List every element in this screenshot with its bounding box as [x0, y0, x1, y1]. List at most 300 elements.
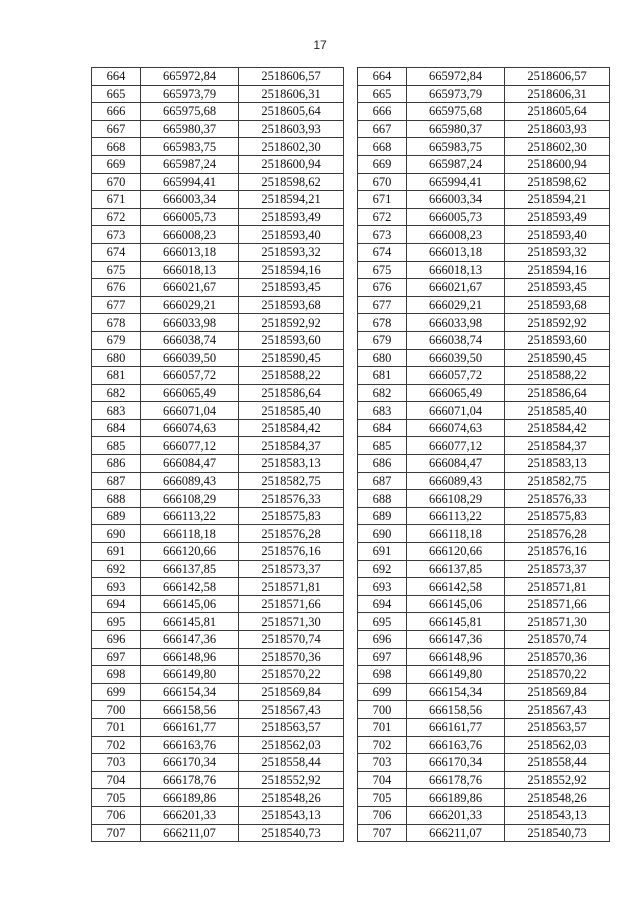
point-number-cell: 693: [358, 578, 407, 596]
table-row: [92, 543, 344, 561]
y-coordinate-cell: 2518586,64: [239, 384, 344, 402]
point-number-cell: 707: [92, 824, 141, 842]
x-coordinate-cell: 666029,21: [141, 296, 239, 314]
x-coordinate-cell: 666201,33: [407, 806, 505, 824]
y-coordinate-cell: 2518570,74: [505, 631, 610, 649]
y-coordinate-cell: 2518603,93: [239, 120, 344, 138]
coordinates-table-right: [357, 67, 610, 842]
table-row: [358, 138, 610, 156]
y-coordinate-cell: 2518593,60: [239, 331, 344, 349]
y-coordinate-cell: 2518543,13: [239, 806, 344, 824]
point-number-cell: 691: [92, 543, 141, 561]
y-coordinate-cell: 2518606,57: [505, 68, 610, 86]
y-coordinate-cell: 2518594,21: [505, 191, 610, 209]
x-coordinate-cell: 666013,18: [407, 243, 505, 261]
y-coordinate-cell: 2518558,44: [239, 754, 344, 772]
y-coordinate-cell: 2518543,13: [505, 806, 610, 824]
table-row: [358, 314, 610, 332]
y-coordinate-cell: 2518576,33: [239, 490, 344, 508]
x-coordinate-cell: 665972,84: [407, 68, 505, 86]
x-coordinate-cell: 666147,36: [141, 631, 239, 649]
point-number-cell: 689: [358, 507, 407, 525]
point-number-cell: 686: [358, 455, 407, 473]
x-coordinate-cell: 665994,41: [407, 173, 505, 191]
table-row: [358, 402, 610, 420]
table-row: [92, 226, 344, 244]
table-row: [358, 191, 610, 209]
table-row: [92, 701, 344, 719]
point-number-cell: 700: [358, 701, 407, 719]
y-coordinate-cell: 2518606,57: [239, 68, 344, 86]
table-row: [358, 789, 610, 807]
x-coordinate-cell: 666178,76: [141, 771, 239, 789]
table-row: [92, 507, 344, 525]
point-number-cell: 706: [92, 806, 141, 824]
y-coordinate-cell: 2518573,37: [505, 560, 610, 578]
point-number-cell: 697: [92, 648, 141, 666]
y-coordinate-cell: 2518540,73: [505, 824, 610, 842]
x-coordinate-cell: 666158,56: [407, 701, 505, 719]
y-coordinate-cell: 2518605,64: [239, 103, 344, 121]
table-row: [92, 120, 344, 138]
point-number-cell: 698: [92, 666, 141, 684]
table-row: [358, 525, 610, 543]
y-coordinate-cell: 2518605,64: [505, 103, 610, 121]
x-coordinate-cell: 666029,21: [407, 296, 505, 314]
page-number: 17: [313, 38, 327, 52]
x-coordinate-cell: 666005,73: [407, 208, 505, 226]
table-row: [92, 68, 344, 86]
table-row: [92, 243, 344, 261]
x-coordinate-cell: 666154,34: [407, 683, 505, 701]
table-row: [358, 349, 610, 367]
y-coordinate-cell: 2518593,45: [505, 279, 610, 297]
x-coordinate-cell: 666057,72: [141, 367, 239, 385]
table-row: [92, 455, 344, 473]
y-coordinate-cell: 2518570,22: [505, 666, 610, 684]
x-coordinate-cell: 666145,81: [407, 613, 505, 631]
table-row: [92, 666, 344, 684]
point-number-cell: 687: [358, 472, 407, 490]
point-number-cell: 694: [92, 595, 141, 613]
point-number-cell: 680: [358, 349, 407, 367]
x-coordinate-cell: 666003,34: [141, 191, 239, 209]
point-number-cell: 666: [358, 103, 407, 121]
table-row: [92, 736, 344, 754]
point-number-cell: 695: [358, 613, 407, 631]
y-coordinate-cell: 2518606,31: [239, 85, 344, 103]
point-number-cell: 667: [358, 120, 407, 138]
point-number-cell: 705: [92, 789, 141, 807]
point-number-cell: 683: [92, 402, 141, 420]
x-coordinate-cell: 666118,18: [141, 525, 239, 543]
point-number-cell: 704: [92, 771, 141, 789]
y-coordinate-cell: 2518540,73: [239, 824, 344, 842]
x-coordinate-cell: 666170,34: [141, 754, 239, 772]
table-row: [358, 648, 610, 666]
table-row: [92, 824, 344, 842]
y-coordinate-cell: 2518600,94: [505, 155, 610, 173]
point-number-cell: 684: [92, 419, 141, 437]
x-coordinate-cell: 666145,06: [407, 595, 505, 613]
point-number-cell: 699: [92, 683, 141, 701]
point-number-cell: 671: [92, 191, 141, 209]
y-coordinate-cell: 2518570,36: [505, 648, 610, 666]
point-number-cell: 676: [358, 279, 407, 297]
y-coordinate-cell: 2518602,30: [505, 138, 610, 156]
y-coordinate-cell: 2518593,68: [239, 296, 344, 314]
x-coordinate-cell: 666161,77: [141, 718, 239, 736]
point-number-cell: 665: [92, 85, 141, 103]
y-coordinate-cell: 2518562,03: [239, 736, 344, 754]
y-coordinate-cell: 2518588,22: [505, 367, 610, 385]
x-coordinate-cell: 666065,49: [407, 384, 505, 402]
x-coordinate-cell: 666147,36: [407, 631, 505, 649]
x-coordinate-cell: 665975,68: [407, 103, 505, 121]
table-row: [92, 261, 344, 279]
table-row: [92, 367, 344, 385]
table-row: [358, 419, 610, 437]
point-number-cell: 687: [92, 472, 141, 490]
x-coordinate-cell: 666113,22: [141, 507, 239, 525]
y-coordinate-cell: 2518593,32: [239, 243, 344, 261]
point-number-cell: 692: [92, 560, 141, 578]
point-number-cell: 694: [358, 595, 407, 613]
table-row: [358, 736, 610, 754]
x-coordinate-cell: 666071,04: [141, 402, 239, 420]
y-coordinate-cell: 2518603,93: [505, 120, 610, 138]
y-coordinate-cell: 2518590,45: [505, 349, 610, 367]
x-coordinate-cell: 666005,73: [141, 208, 239, 226]
y-coordinate-cell: 2518593,49: [239, 208, 344, 226]
y-coordinate-cell: 2518571,81: [505, 578, 610, 596]
coordinates-table-left: [91, 67, 344, 842]
y-coordinate-cell: 2518548,26: [505, 789, 610, 807]
table-row: [358, 68, 610, 86]
y-coordinate-cell: 2518571,30: [239, 613, 344, 631]
point-number-cell: 692: [358, 560, 407, 578]
y-coordinate-cell: 2518575,83: [505, 507, 610, 525]
table-row: [358, 578, 610, 596]
y-coordinate-cell: 2518569,84: [505, 683, 610, 701]
point-number-cell: 702: [92, 736, 141, 754]
table-row: [92, 85, 344, 103]
x-coordinate-cell: 666148,96: [141, 648, 239, 666]
point-number-cell: 703: [92, 754, 141, 772]
table-row: [358, 243, 610, 261]
x-coordinate-cell: 666108,29: [407, 490, 505, 508]
point-number-cell: 668: [358, 138, 407, 156]
point-number-cell: 674: [92, 243, 141, 261]
point-number-cell: 676: [92, 279, 141, 297]
x-coordinate-cell: 666163,76: [407, 736, 505, 754]
point-number-cell: 682: [92, 384, 141, 402]
point-number-cell: 677: [358, 296, 407, 314]
point-number-cell: 684: [358, 419, 407, 437]
y-coordinate-cell: 2518570,36: [239, 648, 344, 666]
point-number-cell: 703: [358, 754, 407, 772]
table-row: [92, 191, 344, 209]
table-row: [92, 648, 344, 666]
y-coordinate-cell: 2518593,49: [505, 208, 610, 226]
table-row: [358, 683, 610, 701]
x-coordinate-cell: 666057,72: [407, 367, 505, 385]
point-number-cell: 696: [358, 631, 407, 649]
point-number-cell: 670: [358, 173, 407, 191]
table-row: [358, 666, 610, 684]
y-coordinate-cell: 2518585,40: [505, 402, 610, 420]
x-coordinate-cell: 666142,58: [141, 578, 239, 596]
y-coordinate-cell: 2518594,16: [505, 261, 610, 279]
x-coordinate-cell: 666137,85: [141, 560, 239, 578]
y-coordinate-cell: 2518576,16: [239, 543, 344, 561]
table-row: [358, 507, 610, 525]
y-coordinate-cell: 2518606,31: [505, 85, 610, 103]
x-coordinate-cell: 666071,04: [407, 402, 505, 420]
x-coordinate-cell: 665987,24: [407, 155, 505, 173]
y-coordinate-cell: 2518590,45: [239, 349, 344, 367]
point-number-cell: 695: [92, 613, 141, 631]
point-number-cell: 672: [92, 208, 141, 226]
point-number-cell: 682: [358, 384, 407, 402]
table-row: [358, 631, 610, 649]
y-coordinate-cell: 2518584,42: [239, 419, 344, 437]
table-row: [92, 138, 344, 156]
x-coordinate-cell: 666074,63: [141, 419, 239, 437]
x-coordinate-cell: 666065,49: [141, 384, 239, 402]
table-row: [358, 754, 610, 772]
x-coordinate-cell: 665980,37: [407, 120, 505, 138]
point-number-cell: 679: [358, 331, 407, 349]
y-coordinate-cell: 2518593,40: [239, 226, 344, 244]
point-number-cell: 664: [92, 68, 141, 86]
x-coordinate-cell: 666008,23: [407, 226, 505, 244]
point-number-cell: 698: [358, 666, 407, 684]
y-coordinate-cell: 2518571,66: [505, 595, 610, 613]
table-row: [92, 349, 344, 367]
table-row: [92, 208, 344, 226]
y-coordinate-cell: 2518573,37: [239, 560, 344, 578]
y-coordinate-cell: 2518598,62: [239, 173, 344, 191]
y-coordinate-cell: 2518575,83: [239, 507, 344, 525]
y-coordinate-cell: 2518593,68: [505, 296, 610, 314]
point-number-cell: 679: [92, 331, 141, 349]
y-coordinate-cell: 2518567,43: [505, 701, 610, 719]
table-row: [358, 226, 610, 244]
point-number-cell: 667: [92, 120, 141, 138]
table-row: [358, 613, 610, 631]
table-row: [92, 402, 344, 420]
table-row: [92, 789, 344, 807]
point-number-cell: 681: [92, 367, 141, 385]
y-coordinate-cell: 2518567,43: [239, 701, 344, 719]
table-row: [358, 560, 610, 578]
table-row: [358, 701, 610, 719]
table-row: [358, 103, 610, 121]
table-row: [92, 525, 344, 543]
y-coordinate-cell: 2518571,66: [239, 595, 344, 613]
table-row: [92, 754, 344, 772]
point-number-cell: 673: [358, 226, 407, 244]
x-coordinate-cell: 666039,50: [407, 349, 505, 367]
table-row: [92, 595, 344, 613]
point-number-cell: 669: [92, 155, 141, 173]
point-number-cell: 707: [358, 824, 407, 842]
table-row: [358, 824, 610, 842]
x-coordinate-cell: 666108,29: [141, 490, 239, 508]
x-coordinate-cell: 666074,63: [407, 419, 505, 437]
x-coordinate-cell: 666145,81: [141, 613, 239, 631]
table-row: [358, 490, 610, 508]
table-row: [92, 437, 344, 455]
x-coordinate-cell: 666077,12: [407, 437, 505, 455]
x-coordinate-cell: 666089,43: [141, 472, 239, 490]
x-coordinate-cell: 666163,76: [141, 736, 239, 754]
x-coordinate-cell: 666077,12: [141, 437, 239, 455]
table-row: [358, 331, 610, 349]
y-coordinate-cell: 2518584,37: [505, 437, 610, 455]
x-coordinate-cell: 666013,18: [141, 243, 239, 261]
point-number-cell: 686: [92, 455, 141, 473]
point-number-cell: 675: [92, 261, 141, 279]
table-row: [92, 718, 344, 736]
y-coordinate-cell: 2518571,30: [505, 613, 610, 631]
x-coordinate-cell: 666113,22: [407, 507, 505, 525]
x-coordinate-cell: 666211,07: [141, 824, 239, 842]
y-coordinate-cell: 2518576,28: [239, 525, 344, 543]
x-coordinate-cell: 666038,74: [141, 331, 239, 349]
point-number-cell: 674: [358, 243, 407, 261]
y-coordinate-cell: 2518562,03: [505, 736, 610, 754]
y-coordinate-cell: 2518592,92: [505, 314, 610, 332]
point-number-cell: 696: [92, 631, 141, 649]
x-coordinate-cell: 666118,18: [407, 525, 505, 543]
y-coordinate-cell: 2518593,45: [239, 279, 344, 297]
y-coordinate-cell: 2518594,21: [239, 191, 344, 209]
table-row: [92, 155, 344, 173]
x-coordinate-cell: 665973,79: [407, 85, 505, 103]
point-number-cell: 701: [92, 718, 141, 736]
table-row: [92, 103, 344, 121]
point-number-cell: 688: [92, 490, 141, 508]
point-number-cell: 673: [92, 226, 141, 244]
x-coordinate-cell: 665987,24: [141, 155, 239, 173]
table-row: [92, 806, 344, 824]
y-coordinate-cell: 2518586,64: [505, 384, 610, 402]
table-row: [358, 384, 610, 402]
table-row: [92, 490, 344, 508]
table-row: [358, 367, 610, 385]
y-coordinate-cell: 2518600,94: [239, 155, 344, 173]
y-coordinate-cell: 2518576,28: [505, 525, 610, 543]
y-coordinate-cell: 2518571,81: [239, 578, 344, 596]
y-coordinate-cell: 2518569,84: [239, 683, 344, 701]
x-coordinate-cell: 666120,66: [407, 543, 505, 561]
y-coordinate-cell: 2518576,16: [505, 543, 610, 561]
table-row: [358, 472, 610, 490]
y-coordinate-cell: 2518583,13: [239, 455, 344, 473]
point-number-cell: 669: [358, 155, 407, 173]
table-row: [92, 314, 344, 332]
x-coordinate-cell: 666008,23: [141, 226, 239, 244]
x-coordinate-cell: 665975,68: [141, 103, 239, 121]
point-number-cell: 672: [358, 208, 407, 226]
y-coordinate-cell: 2518592,92: [239, 314, 344, 332]
table-row: [92, 472, 344, 490]
table-row: [358, 85, 610, 103]
x-coordinate-cell: 666038,74: [407, 331, 505, 349]
x-coordinate-cell: 665973,79: [141, 85, 239, 103]
y-coordinate-cell: 2518582,75: [239, 472, 344, 490]
point-number-cell: 677: [92, 296, 141, 314]
table-row: [92, 279, 344, 297]
x-coordinate-cell: 666033,98: [141, 314, 239, 332]
x-coordinate-cell: 666003,34: [407, 191, 505, 209]
x-coordinate-cell: 666148,96: [407, 648, 505, 666]
point-number-cell: 705: [358, 789, 407, 807]
point-number-cell: 693: [92, 578, 141, 596]
x-coordinate-cell: 666189,86: [141, 789, 239, 807]
point-number-cell: 699: [358, 683, 407, 701]
table-row: [92, 578, 344, 596]
x-coordinate-cell: 666021,67: [141, 279, 239, 297]
x-coordinate-cell: 665994,41: [141, 173, 239, 191]
point-number-cell: 685: [92, 437, 141, 455]
x-coordinate-cell: 666018,13: [407, 261, 505, 279]
x-coordinate-cell: 666120,66: [141, 543, 239, 561]
y-coordinate-cell: 2518570,74: [239, 631, 344, 649]
x-coordinate-cell: 666170,34: [407, 754, 505, 772]
point-number-cell: 704: [358, 771, 407, 789]
table-row: [358, 455, 610, 473]
table-row: [92, 384, 344, 402]
y-coordinate-cell: 2518548,26: [239, 789, 344, 807]
x-coordinate-cell: 666089,43: [407, 472, 505, 490]
y-coordinate-cell: 2518593,60: [505, 331, 610, 349]
table-row: [92, 631, 344, 649]
table-row: [92, 771, 344, 789]
point-number-cell: 665: [358, 85, 407, 103]
x-coordinate-cell: 665972,84: [141, 68, 239, 86]
point-number-cell: 690: [358, 525, 407, 543]
point-number-cell: 690: [92, 525, 141, 543]
table-row: [358, 543, 610, 561]
y-coordinate-cell: 2518576,33: [505, 490, 610, 508]
table-row: [358, 120, 610, 138]
y-coordinate-cell: 2518585,40: [239, 402, 344, 420]
x-coordinate-cell: 666158,56: [141, 701, 239, 719]
y-coordinate-cell: 2518570,22: [239, 666, 344, 684]
x-coordinate-cell: 666178,76: [407, 771, 505, 789]
table-row: [92, 419, 344, 437]
table-row: [358, 595, 610, 613]
point-number-cell: 671: [358, 191, 407, 209]
y-coordinate-cell: 2518563,57: [505, 718, 610, 736]
point-number-cell: 678: [358, 314, 407, 332]
x-coordinate-cell: 665983,75: [141, 138, 239, 156]
point-number-cell: 689: [92, 507, 141, 525]
table-row: [358, 806, 610, 824]
x-coordinate-cell: 666189,86: [407, 789, 505, 807]
x-coordinate-cell: 666211,07: [407, 824, 505, 842]
table-row: [92, 613, 344, 631]
table-row: [358, 771, 610, 789]
y-coordinate-cell: 2518588,22: [239, 367, 344, 385]
y-coordinate-cell: 2518582,75: [505, 472, 610, 490]
x-coordinate-cell: 665983,75: [407, 138, 505, 156]
point-number-cell: 691: [358, 543, 407, 561]
table-row: [92, 331, 344, 349]
